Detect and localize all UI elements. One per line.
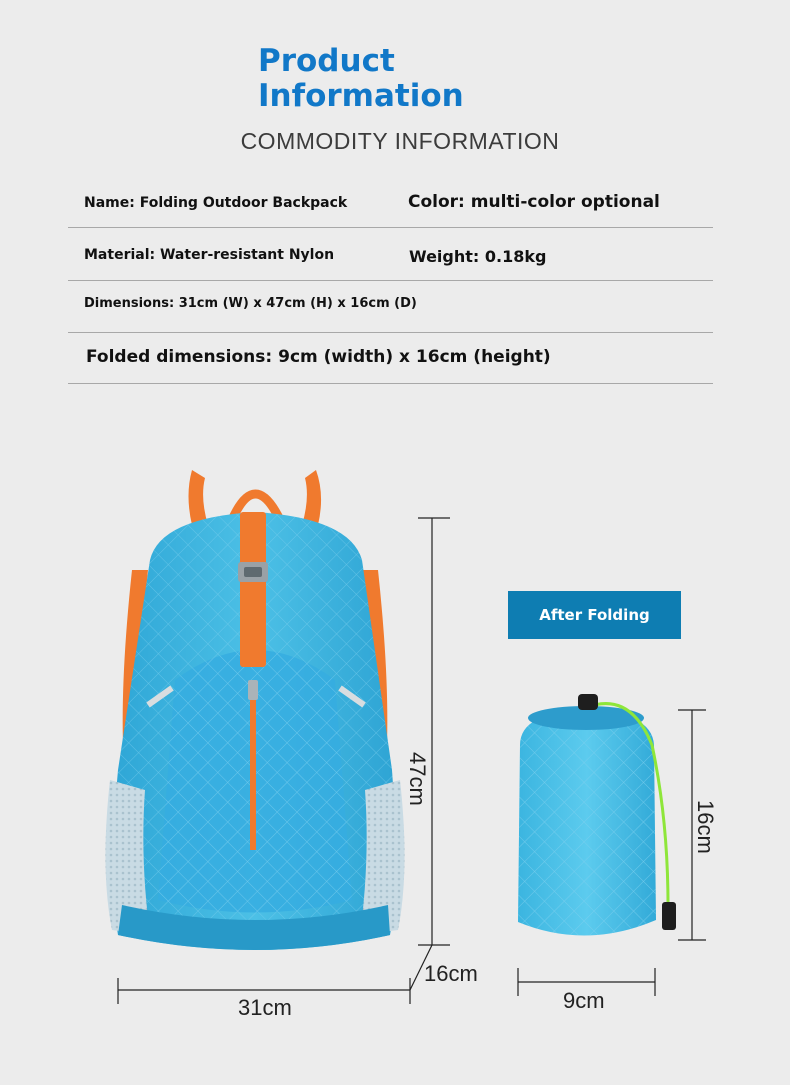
pouch-width-label: 9cm: [563, 988, 605, 1013]
backpack-width-label: 31cm: [238, 995, 292, 1020]
spec-dimensions: Dimensions: 31cm (W) x 47cm (H) x 16cm (D): [84, 296, 417, 311]
after-folding-badge: After Folding: [508, 591, 681, 639]
title-line-2: Information: [258, 78, 464, 114]
title-line-1: Product: [258, 43, 395, 79]
folded-pouch-image: [518, 694, 676, 936]
spec-name: Name: Folding Outdoor Backpack: [84, 195, 348, 211]
backpack-height-dimension: [418, 518, 450, 945]
spec-color: Color: multi-color optional: [408, 192, 660, 212]
spec-folded-dimensions: Folded dimensions: 9cm (width) x 16cm (height): [86, 347, 551, 367]
spec-weight: Weight: 0.18kg: [409, 247, 547, 266]
backpack-depth-label: 16cm: [424, 961, 478, 986]
page-subtitle: COMMODITY INFORMATION: [240, 128, 560, 154]
spec-material: Material: Water-resistant Nylon: [84, 247, 335, 263]
backpack-image: [105, 470, 404, 950]
backpack-height-label: 47cm: [405, 752, 430, 806]
pouch-height-label: 16cm: [693, 800, 718, 854]
